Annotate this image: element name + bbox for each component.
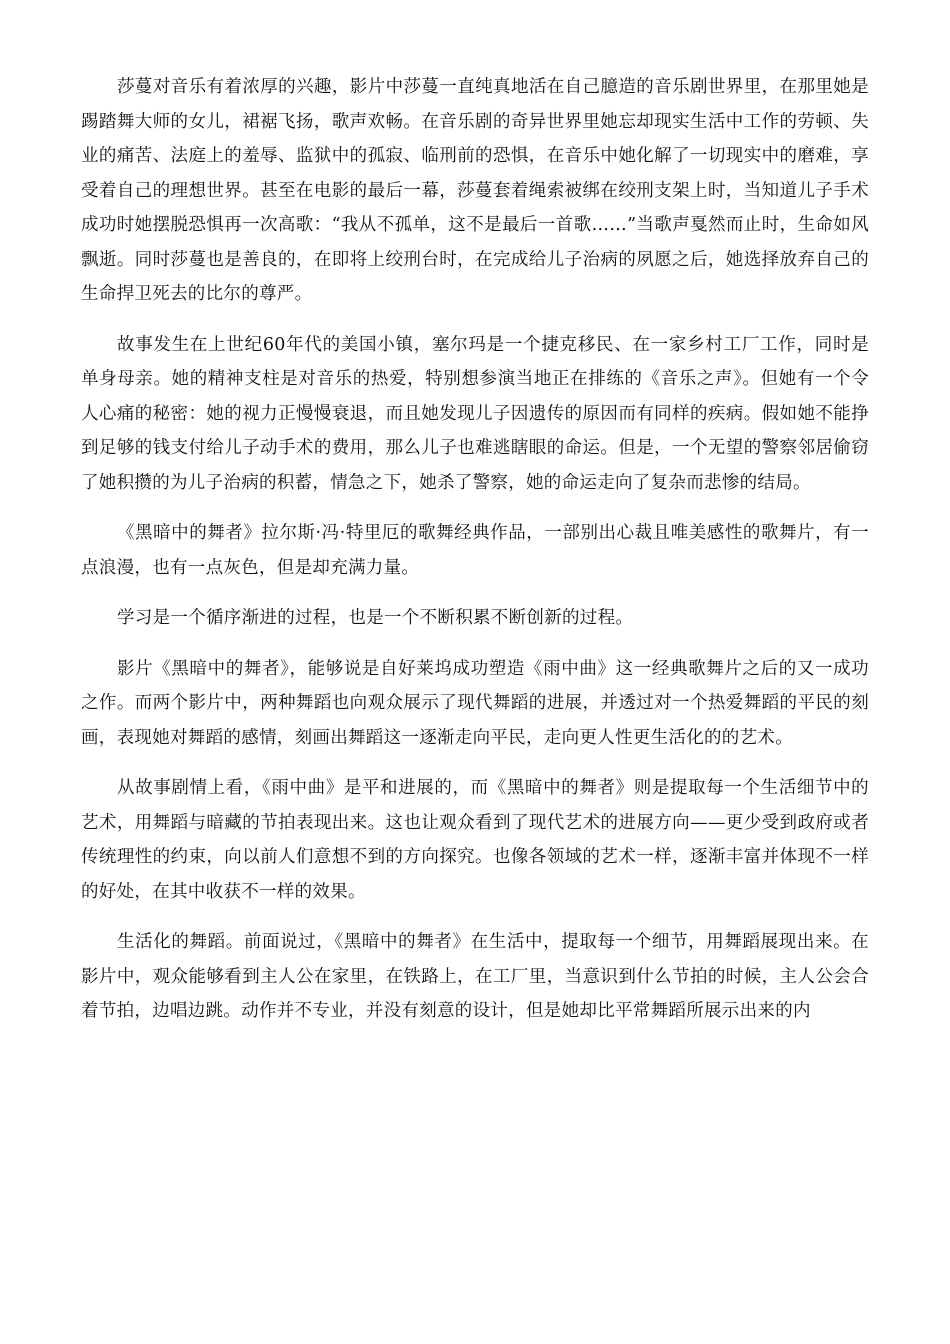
paragraph-story-background: 故事发生在上世纪60年代的美国小镇，塞尔玛是一个捷克移民、在一家乡村工厂工作，同时是单身母亲。她的精神支柱是对音乐的热爱，特别想参演当地正在排练的《音乐之声》。但她有一个令人心痛的秘密：她的视力正慢慢衰退，而且她发现儿子因遗传的原因而有同样的疾病。假如她不能挣到足够的钱支付给儿子动手术的费用，那么儿子也难逃瞎眼的命运。但是，一个无望的警察邻居偷窃了她积攒的为儿子治病的积蓄，情急之下，她杀了警察，她的命运走向了复杂而悲惨的结局。 (81, 334, 869, 493)
document-page (81, 70, 869, 1045)
paragraph-film-introduction: 《黑暗中的舞者》拉尔斯·冯·特里厄的歌舞经典作品，一部别出心裁且唯美感性的歌舞片，有一点浪漫，也有一点灰色，但是却充满力量。 (81, 523, 869, 578)
paragraph-musical-comparison: 影片《黑暗中的舞者》，能够说是自好莱坞成功塑造《雨中曲》这一经典歌舞片之后的又一成功之作。而两个影片中，两种舞蹈也向观众展示了现代舞蹈的进展，并透过对一个热爱舞蹈的平民的刻画，表现她对舞蹈的感情，刻画出舞蹈这一逐渐走向平民，走向更人性更生活化的的艺术。 (81, 658, 869, 748)
paragraph-everyday-dance: 生活化的舞蹈。前面说过，《黑暗中的舞者》在生活中，提取每一个细节，用舞蹈展现出来。在影片中，观众能够看到主人公在家里，在铁路上，在工厂里，当意识到什么节拍的时候，主人公会合着节拍，边唱边跳。动作并不专业，并没有刻意的设计，但是她却比平常舞蹈所展示出来的内 (81, 932, 869, 1021)
paragraph-selma-music-world: 莎蔓对音乐有着浓厚的兴趣，影片中莎蔓一直纯真地活在自己臆造的音乐剧世界里，在那里她是踢踏舞大师的女儿，裙裾飞扬，歌声欢畅。在音乐剧的奇异世界里她忘却现实生活中工作的劳顿、失业的痛苦、法庭上的羞辱、监狱中的孤寂、临刑前的恐惧，在音乐中她化解了一切现实中的磨难，享受着自己的理想世界。甚至在电影的最后一幕，莎蔓套着绳索被绑在绞刑支架上时，当知道儿子手术成功时她摆脱恐惧再一次高歌：“我从不孤单，这不是最后一首歌……”当歌声戛然而止时，生命如风飘逝。同时莎蔓也是善良的，在即将上绞刑台时，在完成给儿子治病的夙愿之后，她选择放弃自己的生命捍卫死去的比尔的尊严。 (81, 77, 869, 304)
paragraph-learning-process: 学习是一个循序渐进的过程，也是一个不断积累不断创新的过程。 (117, 608, 634, 628)
paragraph-plot-analysis: 从故事剧情上看，《雨中曲》是平和进展的，而《黑暗中的舞者》则是提取每一个生活细节中的艺术，用舞蹈与暗藏的节拍表现出来。这也让观众看到了现代艺术的进展方向——更少受到政府或者传统理性的约束，向以前人们意想不到的方向探究。也像各领域的艺术一样，逐渐丰富并体现不一样的好处，在其中收获不一样的效果。 (81, 778, 869, 902)
